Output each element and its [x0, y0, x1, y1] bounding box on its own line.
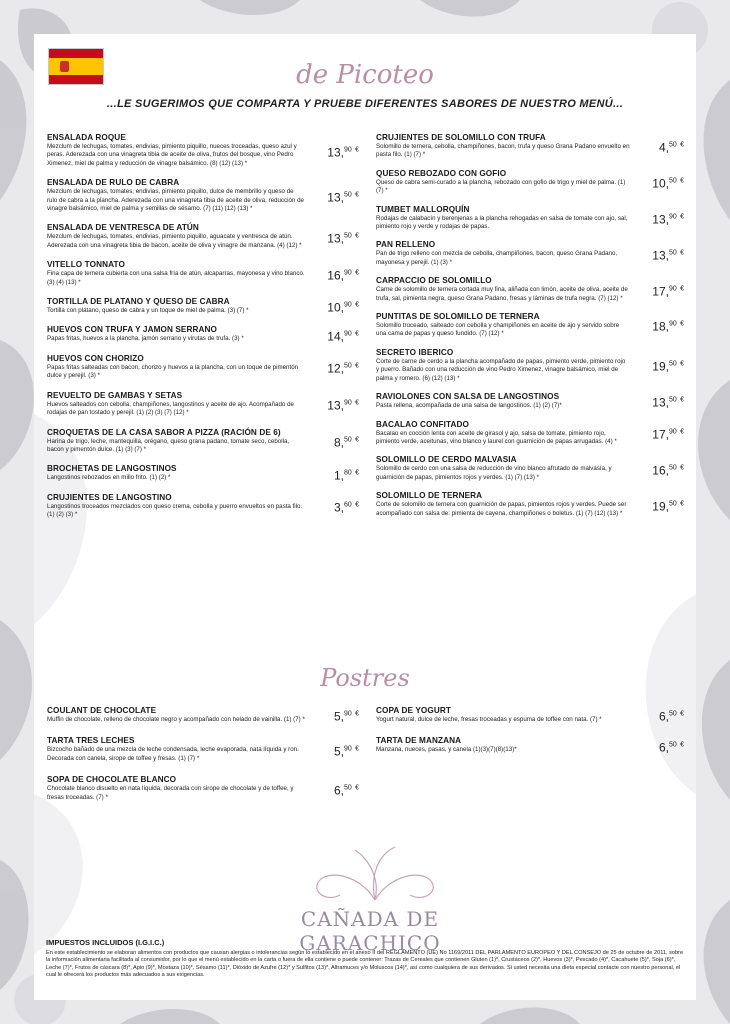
currency-symbol: € [355, 191, 359, 199]
price-decimal: 60 [343, 501, 352, 509]
price-decimal: 90 [343, 745, 352, 753]
section-title-picoteo: de Picoteo [296, 60, 434, 90]
menu-item-name: TARTA TRES LECHES [47, 736, 135, 746]
price-integer: 10, [327, 300, 344, 315]
menu-item-description: Corte de carne de cerdo a la plancha acompañado de papas, pimiento verde, pimiento rojo y puerro. Bañado con una reducción de vino Pedro Ximenez, vinagre balsámico, miel de palma y romero. (6) (12) (13) * [376, 357, 626, 382]
menu-item [376, 348, 684, 383]
menu-item-name: TORTILLA DE PLATANO Y QUESO DE CABRA [47, 297, 230, 307]
menu-item-price [652, 427, 684, 441]
currency-symbol: € [355, 784, 359, 792]
menu-item-description: Muffin de chocolate, relleno de chocolate negro y acompañado con helado de vainilla. (1) (7) * [47, 716, 305, 723]
price-decimal: 90 [668, 428, 677, 436]
price-integer: 5, [333, 744, 344, 759]
price-decimal: 50 [668, 464, 677, 472]
menu-item [47, 775, 359, 802]
menu-item-description: Harina de trigo, leche, mantequilla, orégano, queso grana padano, tomate seco, cebolla, bacon y pimentón dulce. (1) (3) (7) * [47, 437, 290, 453]
currency-symbol: € [680, 249, 684, 257]
menu-item [47, 133, 359, 168]
menu-item-price [652, 463, 684, 477]
menu-item [376, 455, 684, 482]
menu-item-description: Yogurt natural, dulce de leche, fresas troceadas y espuma de toffee con nata. (7) * [376, 716, 602, 723]
price-decimal: 50 [668, 499, 677, 507]
currency-symbol: € [680, 396, 684, 404]
price-integer: 13, [652, 395, 669, 410]
menu-item-name: SOLOMILLO DE CERDO MALVASIA [376, 455, 517, 465]
price-decimal: 90 [343, 146, 352, 154]
menu-item-description: Bizcocho bañado de una mezcla de leche condensada, leche evaporada, nata líquida y ron. Decorada con canela, sirope de toffee y fresas. (1) (7) * [47, 746, 299, 762]
menu-item-description: Papas fritas salteadas con bacon, chorizo y huevos a la plancha, con un toque de pimentón dulce y perejil. (3) * [47, 363, 299, 380]
menu-item-name: PUNTITAS DE SOLOMILLO DE TERNERA [376, 312, 540, 322]
price-integer: 6, [658, 740, 669, 755]
price-decimal: 50 [343, 784, 352, 792]
menu-item [47, 260, 359, 287]
menu-item [376, 420, 684, 447]
menu-item-name: ENSALADA DE VENTRESCA DE ATÚN [47, 223, 199, 233]
price-integer: 10, [652, 176, 669, 191]
menu-item [47, 736, 359, 763]
menu-item-price [652, 396, 684, 410]
price-integer: 13, [327, 398, 344, 413]
price-integer: 17, [652, 284, 669, 299]
menu-item-price [327, 329, 359, 343]
menu-item-description: Pan de trigo relleno con mezcla de cebolla, champiñones, bacon, queso Grana Padano, mayonesa y perejil. (1) (3) * [376, 250, 618, 266]
menu-item-name: BROCHETAS DE LANGOSTINOS [47, 464, 177, 474]
price-integer: 16, [327, 268, 344, 283]
menu-item-name: CARPACCIO DE SOLOMILLO [376, 276, 492, 286]
spanish-flag-icon[interactable] [48, 48, 104, 85]
menu-item-description: Corte de solomillo de ternera con guarnición de papas, pimientos rojos y verdes. Puede ser acompañado con salsa de: pimienta de cayena, champiñones o boletus. (1) (7) (12) (13) * [376, 501, 627, 517]
menu-item-price [327, 398, 359, 412]
menu-item [47, 223, 359, 250]
menu-item [47, 428, 359, 455]
menu-item [47, 354, 359, 381]
price-decimal: 50 [668, 141, 677, 149]
menu-item-description: Mezclum de lechugas, tomates, endivias, pimiento piquillo, nueces troceadas, queso azul y peras. Aderezada con una vinagreta tibia de aceite de oliva, frutos del bosque, vino Pedro Ximenez, miel de palma y reducción de vinagre balsámico. (8) (12) (13) * [47, 143, 297, 167]
menu-item-description: Langostinos troceados mezclados con queso crema, cebolla y puerro envueltos en pasta filo. (1) (2) (3) * [47, 502, 303, 519]
price-decimal: 50 [343, 232, 352, 240]
price-decimal: 50 [668, 249, 677, 257]
price-decimal: 90 [668, 285, 677, 293]
currency-symbol: € [355, 710, 359, 718]
currency-symbol: € [355, 399, 359, 407]
currency-symbol: € [355, 745, 359, 753]
currency-symbol: € [355, 501, 359, 509]
menu-item-price [652, 177, 684, 191]
menu-item-price [659, 740, 684, 754]
menu-item-price [327, 190, 359, 204]
currency-symbol: € [680, 499, 684, 507]
menu-item-price [334, 501, 359, 515]
price-integer: 13, [327, 190, 344, 205]
menu-item-description: Bacalao en cocción lenta con aceite de girasol y ajo, salsa de tomate, pimiento rojo, pimiento verde, aceitunas, vino blanco y laurel con guarnición de papas arrugadas. (4) * [376, 429, 617, 445]
menu-item-price [327, 301, 359, 315]
menu-item-name: PAN RELLENO [376, 240, 436, 250]
menu-item-description: Langostinos rebozados en millo frito. (1) (2) * [47, 474, 171, 482]
picoteo-right-column [376, 133, 684, 527]
menu-item-price [327, 268, 359, 282]
menu-item-description: Solomillo de cerdo con una salsa de reducción de vino blanco afrutado de malvasía, y guarnición de papas, pimientos rojos y verdes. (1) (7) (13) * [376, 465, 612, 481]
menu-item [376, 392, 684, 410]
currency-symbol: € [355, 146, 359, 154]
menu-item-name: SOPA DE CHOCOLATE BLANCO [47, 775, 177, 785]
menu-item-name: CRUJIENTES DE LANGOSTINO [47, 492, 172, 502]
menu-item [376, 205, 684, 232]
menu-item [47, 178, 359, 213]
menu-item-price [652, 360, 684, 374]
postres-right-column [376, 706, 684, 767]
picoteo-left-column [47, 133, 359, 530]
currency-symbol: € [355, 232, 359, 240]
price-integer: 13, [652, 212, 669, 227]
menu-item-description: Rodajas de calabacín y berenjenas a la plancha rehogadas en salsa de tomate con ajo, sal, pimiento rojo y verde y rodajas de papas. [376, 214, 628, 231]
menu-item-description: Pasta rellena, acompañada de una salsa de langostinos. (1) (2) (7)* [376, 402, 562, 410]
menu-item-price [327, 362, 359, 376]
price-decimal: 90 [343, 710, 352, 718]
price-integer: 6, [333, 783, 344, 798]
menu-item-description: Queso de cabra semi-curado a la plancha, rebozado con gofio de trigo y miel de palma. (1) (7) * [376, 178, 626, 195]
currency-symbol: € [355, 269, 359, 277]
menu-item-price [334, 744, 359, 758]
currency-symbol: € [355, 362, 359, 370]
menu-item-name: BACALAO CONFITADO [376, 419, 469, 429]
menu-item [47, 391, 359, 418]
menu-item-price [652, 499, 684, 513]
menu-item [376, 169, 684, 196]
logo-text: CAÑADA DE GARACHICO [299, 907, 441, 955]
subtitle: ...LE SUGERIMOS QUE COMPARTA Y PRUEBE DIFERENTES SABORES DE NUESTRO MENÚ... [106, 98, 624, 110]
menu-item-price [652, 320, 684, 334]
currency-symbol: € [355, 436, 359, 444]
currency-symbol: € [680, 710, 684, 718]
price-integer: 16, [652, 463, 669, 478]
currency-symbol: € [680, 360, 684, 368]
currency-symbol: € [680, 177, 684, 185]
currency-symbol: € [680, 320, 684, 328]
price-decimal: 50 [668, 710, 677, 718]
menu-item-price [334, 435, 359, 449]
postres-left-column [47, 706, 359, 814]
menu-item-price [652, 212, 684, 226]
menu-item-name: VITELLO TONNATO [47, 260, 125, 270]
price-integer: 3, [333, 500, 344, 515]
price-integer: 1, [333, 467, 344, 482]
price-decimal: 90 [343, 330, 352, 338]
price-decimal: 50 [343, 362, 352, 370]
currency-symbol: € [680, 141, 684, 149]
menu-item-description: Mezclum de lechugas, tomates, endivias, pimiento piquillo, aguacate y ventresca de atún. Aderezada con una vinagreta tibia de bacon, aceite de oliva y vinagre de manzana. (4) (12) * [47, 233, 302, 249]
allergen-disclaimer: En este establecimiento se elaboran alimentos con productos que causan alergias o intolerancias según lo establecido en el anexo II del REGLAMENTO (UE) No 1169/2011 DEL PARLAMENTO EUROPEO Y DEL CONSEJO de 25 de octubre de 2011, sobre la información alimentaria facilitada al consumidor, por lo que el menú establecido en la carta o fuera de ella contiene o puede contener: Trazas de Cereales que contienen Gluten (1)*, Crustáceos (2)*, Huevos (3)*, Pescado (4)*, Cacahuete (5)*, Soja (6)*, Leche (7)*, Frutos de cáscara (8)*, Apio (9)*, Mostaza (10)*, Sésamo (11)*, Dióxido de Azufre (12)* y Sulfitos (13)*, Altramuces y/o Moluscos (14)*, así como cualquiera de sus derivados. Si usted necesita una dieta especial contacte con nuestro personal, el cual le ofrecerá los productos más adecuados a sus exigencias. [46, 950, 684, 979]
price-decimal: 50 [668, 396, 677, 404]
price-integer: 19, [652, 359, 669, 374]
price-integer: 17, [652, 427, 669, 442]
menu-item-price [652, 284, 684, 298]
restaurant-logo [240, 835, 500, 955]
currency-symbol: € [355, 468, 359, 476]
menu-item [376, 276, 684, 303]
price-decimal: 90 [343, 301, 352, 309]
menu-item-name: SOLOMILLO DE TERNERA [376, 491, 483, 501]
menu-item-description: Tortilla con plátano, queso de cabra y un toque de miel de palma. (3) (7) * [47, 307, 249, 315]
currency-symbol: € [680, 464, 684, 472]
price-integer: 8, [333, 435, 344, 450]
menu-item [376, 133, 684, 160]
menu-item-name: COPA DE YOGURT [376, 706, 451, 715]
menu-item-price [334, 468, 359, 482]
menu-item [376, 491, 684, 518]
currency-symbol: € [355, 301, 359, 309]
price-decimal: 50 [668, 177, 677, 185]
menu-item-name: HUEVOS CON CHORIZO [47, 353, 144, 363]
price-decimal: 50 [343, 191, 352, 199]
price-integer: 5, [333, 709, 344, 724]
menu-item [47, 325, 359, 343]
menu-item-description: Mezclum de lechugas, tomates, endivias, pimiento piquillo, dulce de membrillo y queso de rulo de cabra a la plancha. Aderezada con una vinagreta tibia de aceite de oliva, reducción de vinagre balsámico, miel de palma y semillas de sésamo. (7) (11) (12) (13) * [47, 188, 304, 213]
menu-item [47, 464, 359, 482]
menu-item-name: ENSALADA DE RULO DE CABRA [47, 178, 180, 188]
menu-item-price [659, 141, 684, 155]
price-decimal: 90 [668, 320, 677, 328]
price-integer: 19, [652, 498, 669, 513]
menu-item [47, 706, 359, 724]
price-decimal: 50 [668, 360, 677, 368]
section-title-postres: Postres [320, 664, 410, 692]
menu-item-name: REVUELTO DE GAMBAS Y SETAS [47, 390, 183, 400]
currency-symbol: € [680, 428, 684, 436]
menu-item-name: HUEVOS CON TRUFA Y JAMON SERRANO [47, 325, 218, 335]
price-integer: 4, [658, 140, 669, 155]
menu-item-name: TARTA DE MANZANA [376, 736, 462, 746]
price-decimal: 90 [343, 269, 352, 277]
menu-item-description: Fina capa de ternera cubierta con una salsa fría de atún, alcaparras, mayonesa y vino blanco. (3) (4) (13) * [47, 270, 305, 286]
menu-item-price [327, 145, 359, 159]
menu-item-description: Manzana, nueces, pasas, y canela (1)(3)(7)(8)(13)* [376, 746, 517, 754]
menu-item-price [659, 710, 684, 724]
menu-item [376, 240, 684, 267]
menu-item-name: RAVIOLONES CON SALSA DE LANGOSTINOS [376, 392, 560, 402]
menu-item-name: CROQUETAS DE LA CASA SABOR A PIZZA (RACIÓN DE 6) [47, 427, 281, 437]
price-integer: 14, [327, 329, 344, 344]
allergen-footer [46, 938, 684, 980]
menu-item-description: Huevos salteados con cebolla, champiñones, langostinos y aceite de ajo. Acompañado de rodajas de pan tostado y perejil. (1) (2) (3) (7) (12) * [47, 400, 294, 417]
menu-item [376, 312, 684, 339]
menu-item-description: Solomillo de ternera, cebolla, champiñones, bacon, trufa y queso Grana Padano envuelto en pasta filo. (1) (7) * [376, 143, 630, 159]
menu-item-description: Chocolate blanco disuelto en nata líquida, decorada con sirope de chocolate y de toffee, y fresas troceadas. (7) * [47, 785, 294, 801]
menu-item-description: Carne de solomillo de ternera cortada muy fina, aliñada con limón, aceite de oliva, aceite de trufa, sal, pimienta negra, queso Grana Padano, fresas y láminas de trufa negra. (7) (12) * [376, 286, 628, 302]
menu-item-name: ENSALADA ROQUE [47, 133, 126, 142]
price-decimal: 50 [343, 436, 352, 444]
price-integer: 6, [658, 709, 669, 724]
price-decimal: 90 [668, 213, 677, 221]
price-integer: 18, [652, 319, 669, 334]
price-decimal: 90 [343, 399, 352, 407]
menu-item-name: COULANT DE CHOCOLATE [47, 706, 157, 715]
menu-item-price [652, 248, 684, 262]
price-decimal: 80 [343, 468, 352, 476]
menu-item [376, 706, 684, 724]
menu-item-name: CRUJIENTES DE SOLOMILLO CON TRUFA [376, 133, 546, 142]
currency-symbol: € [680, 285, 684, 293]
menu-item-name: TUMBET MALLORQUÍN [376, 204, 470, 214]
menu-item-price [327, 231, 359, 245]
menu-item-description: Papas fritas, huevos a la plancha, jamón serrano y virutas de trufa. (3) * [47, 335, 244, 343]
menu-item-price [334, 710, 359, 724]
price-integer: 12, [327, 361, 344, 376]
menu-item [47, 493, 359, 520]
price-decimal: 50 [668, 741, 677, 749]
menu-item-description: Solomillo troceado, salteado con cebolla y champiñones en aceite de ajo y servido sobre una cama de papas y queso fundido. (7) (12) * [376, 322, 620, 338]
price-integer: 13, [327, 145, 344, 160]
currency-symbol: € [355, 330, 359, 338]
currency-symbol: € [680, 213, 684, 221]
menu-item [376, 736, 684, 754]
menu-item-name: SECRETO IBERICO [376, 347, 454, 357]
currency-symbol: € [680, 741, 684, 749]
menu-item [47, 297, 359, 315]
taxes-note: IMPUESTOS INCLUIDOS (I.G.I.C.) [46, 938, 165, 947]
price-integer: 13, [327, 231, 344, 246]
menu-item-price [334, 783, 359, 797]
price-integer: 13, [652, 248, 669, 263]
menu-item-name: QUESO REBOZADO CON GOFIO [376, 168, 507, 178]
logo-swirl-icon [300, 835, 450, 905]
